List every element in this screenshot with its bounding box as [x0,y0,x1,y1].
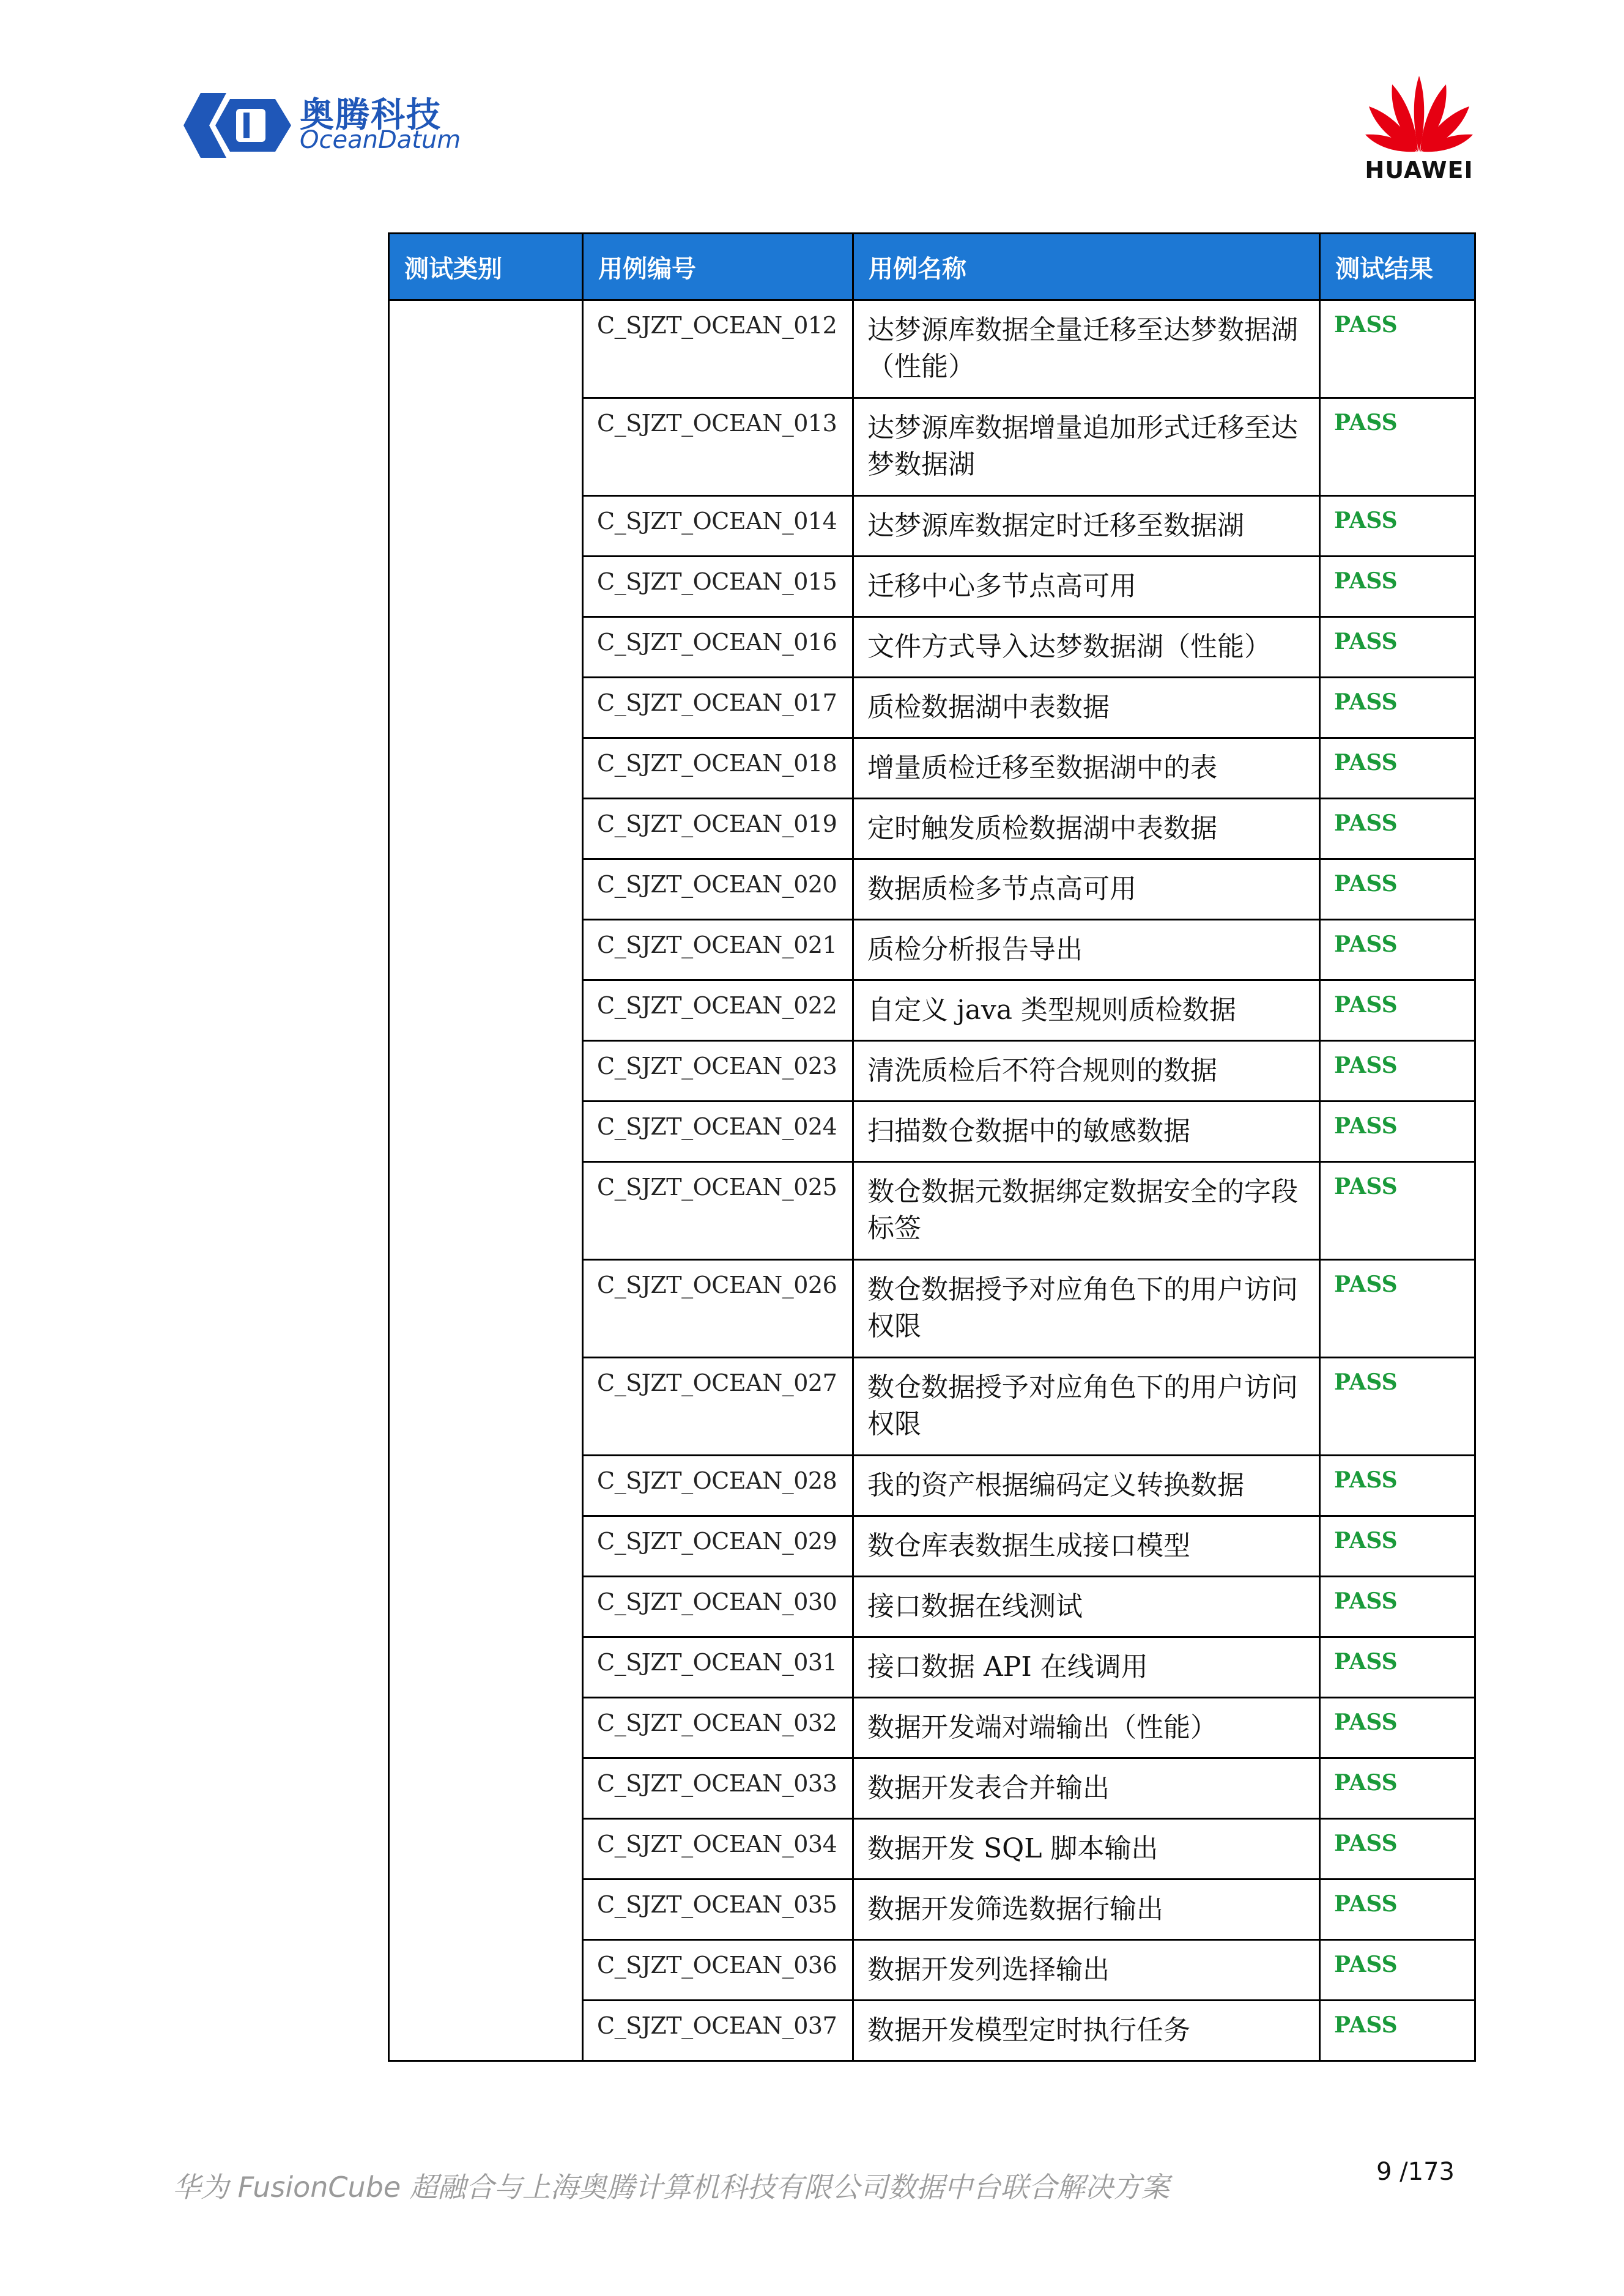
result-cell: PASS [1320,799,1475,859]
column-header-case-name: 用例名称 [853,234,1320,300]
case-id-cell: C_SJZT_OCEAN_032 [583,1698,853,1758]
result-cell: PASS [1320,1260,1475,1358]
result-cell: PASS [1320,980,1475,1041]
huawei-wordmark: HUAWEI [1365,157,1474,183]
case-id-cell: C_SJZT_OCEAN_018 [583,738,853,799]
footer-document-title: 华为 FusionCube 超融合与上海奥腾计算机科技有限公司数据中台联合解决方案 [172,2171,1170,2204]
case-name-cell: 自定义 java 类型规则质检数据 [853,980,1320,1041]
case-name-cell: 达梦源库数据增量追加形式迁移至达梦数据湖 [853,398,1320,496]
case-name-cell: 定时触发质检数据湖中表数据 [853,799,1320,859]
result-cell: PASS [1320,1516,1475,1577]
case-name-cell: 质检分析报告导出 [853,920,1320,980]
case-name-cell: 文件方式导入达梦数据湖（性能） [853,617,1320,678]
table-header-row [389,234,1475,300]
case-id-cell: C_SJZT_OCEAN_016 [583,617,853,678]
result-cell: PASS [1320,1102,1475,1162]
case-id-cell: C_SJZT_OCEAN_014 [583,496,853,557]
case-name-cell: 数据质检多节点高可用 [853,859,1320,920]
case-name-cell: 增量质检迁移至数据湖中的表 [853,738,1320,799]
huawei-petals-icon [1364,73,1474,153]
result-cell: PASS [1320,1698,1475,1758]
case-id-cell: C_SJZT_OCEAN_026 [583,1260,853,1358]
case-id-cell: C_SJZT_OCEAN_023 [583,1041,853,1102]
result-cell: PASS [1320,1162,1475,1260]
case-name-cell: 数仓库表数据生成接口模型 [853,1516,1320,1577]
result-cell: PASS [1320,920,1475,980]
case-id-cell: C_SJZT_OCEAN_037 [583,2001,853,2061]
result-cell: PASS [1320,1819,1475,1879]
case-id-cell: C_SJZT_OCEAN_015 [583,557,853,617]
category-cell [389,300,583,2061]
case-name-cell: 质检数据湖中表数据 [853,678,1320,738]
case-name-cell: 数仓数据授予对应角色下的用户访问权限 [853,1260,1320,1358]
case-id-cell: C_SJZT_OCEAN_013 [583,398,853,496]
case-id-cell: C_SJZT_OCEAN_028 [583,1456,853,1516]
column-header-result: 测试结果 [1320,234,1475,300]
case-id-cell: C_SJZT_OCEAN_036 [583,1940,853,2001]
result-cell: PASS [1320,1637,1475,1698]
case-name-cell: 数仓数据授予对应角色下的用户访问权限 [853,1358,1320,1456]
test-case-table [388,232,1476,2062]
result-cell: PASS [1320,1879,1475,1940]
table-body [389,300,1475,2061]
case-id-cell: C_SJZT_OCEAN_022 [583,980,853,1041]
case-id-cell: C_SJZT_OCEAN_034 [583,1819,853,1879]
case-name-cell: 接口数据 API 在线调用 [853,1637,1320,1698]
column-header-category: 测试类别 [389,234,583,300]
case-id-cell: C_SJZT_OCEAN_017 [583,678,853,738]
company-name-cn: 奥腾科技 [300,95,442,135]
case-id-cell: C_SJZT_OCEAN_024 [583,1102,853,1162]
case-id-cell: C_SJZT_OCEAN_027 [583,1358,853,1456]
case-name-cell: 数据开发筛选数据行输出 [853,1879,1320,1940]
result-cell: PASS [1320,678,1475,738]
result-cell: PASS [1320,398,1475,496]
table-row [389,300,1475,398]
case-id-cell: C_SJZT_OCEAN_035 [583,1879,853,1940]
case-id-cell: C_SJZT_OCEAN_030 [583,1577,853,1637]
result-cell: PASS [1320,300,1475,398]
case-id-cell: C_SJZT_OCEAN_019 [583,799,853,859]
case-name-cell: 达梦源库数据全量迁移至达梦数据湖（性能） [853,300,1320,398]
company-name-en: OceanDatum [300,126,461,154]
result-cell: PASS [1320,2001,1475,2061]
case-name-cell: 数据开发 SQL 脚本输出 [853,1819,1320,1879]
page-number: 9 /173 [1376,2158,1455,2186]
result-cell: PASS [1320,1940,1475,2001]
case-id-cell: C_SJZT_OCEAN_021 [583,920,853,980]
result-cell: PASS [1320,496,1475,557]
case-name-cell: 数据开发端对端输出（性能） [853,1698,1320,1758]
case-id-cell: C_SJZT_OCEAN_020 [583,859,853,920]
case-id-cell: C_SJZT_OCEAN_025 [583,1162,853,1260]
result-cell: PASS [1320,557,1475,617]
result-cell: PASS [1320,1041,1475,1102]
result-cell: PASS [1320,1456,1475,1516]
case-name-cell: 迁移中心多节点高可用 [853,557,1320,617]
case-name-cell: 数据开发模型定时执行任务 [853,2001,1320,2061]
result-cell: PASS [1320,1758,1475,1819]
result-cell: PASS [1320,1358,1475,1456]
case-name-cell: 达梦源库数据定时迁移至数据湖 [853,496,1320,557]
oceandatum-logo [184,86,465,165]
case-id-cell: C_SJZT_OCEAN_029 [583,1516,853,1577]
case-name-cell: 数据开发表合并输出 [853,1758,1320,1819]
result-cell: PASS [1320,859,1475,920]
huawei-logo [1358,73,1480,190]
case-name-cell: 数据开发列选择输出 [853,1940,1320,2001]
case-name-cell: 数仓数据元数据绑定数据安全的字段标签 [853,1162,1320,1260]
oceandatum-emblem-icon [184,86,294,165]
case-id-cell: C_SJZT_OCEAN_031 [583,1637,853,1698]
result-cell: PASS [1320,1577,1475,1637]
case-name-cell: 我的资产根据编码定义转换数据 [853,1456,1320,1516]
case-name-cell: 接口数据在线测试 [853,1577,1320,1637]
column-header-case-id: 用例编号 [583,234,853,300]
result-cell: PASS [1320,617,1475,678]
case-id-cell: C_SJZT_OCEAN_033 [583,1758,853,1819]
case-id-cell: C_SJZT_OCEAN_012 [583,300,853,398]
result-cell: PASS [1320,738,1475,799]
case-name-cell: 清洗质检后不符合规则的数据 [853,1041,1320,1102]
case-name-cell: 扫描数仓数据中的敏感数据 [853,1102,1320,1162]
